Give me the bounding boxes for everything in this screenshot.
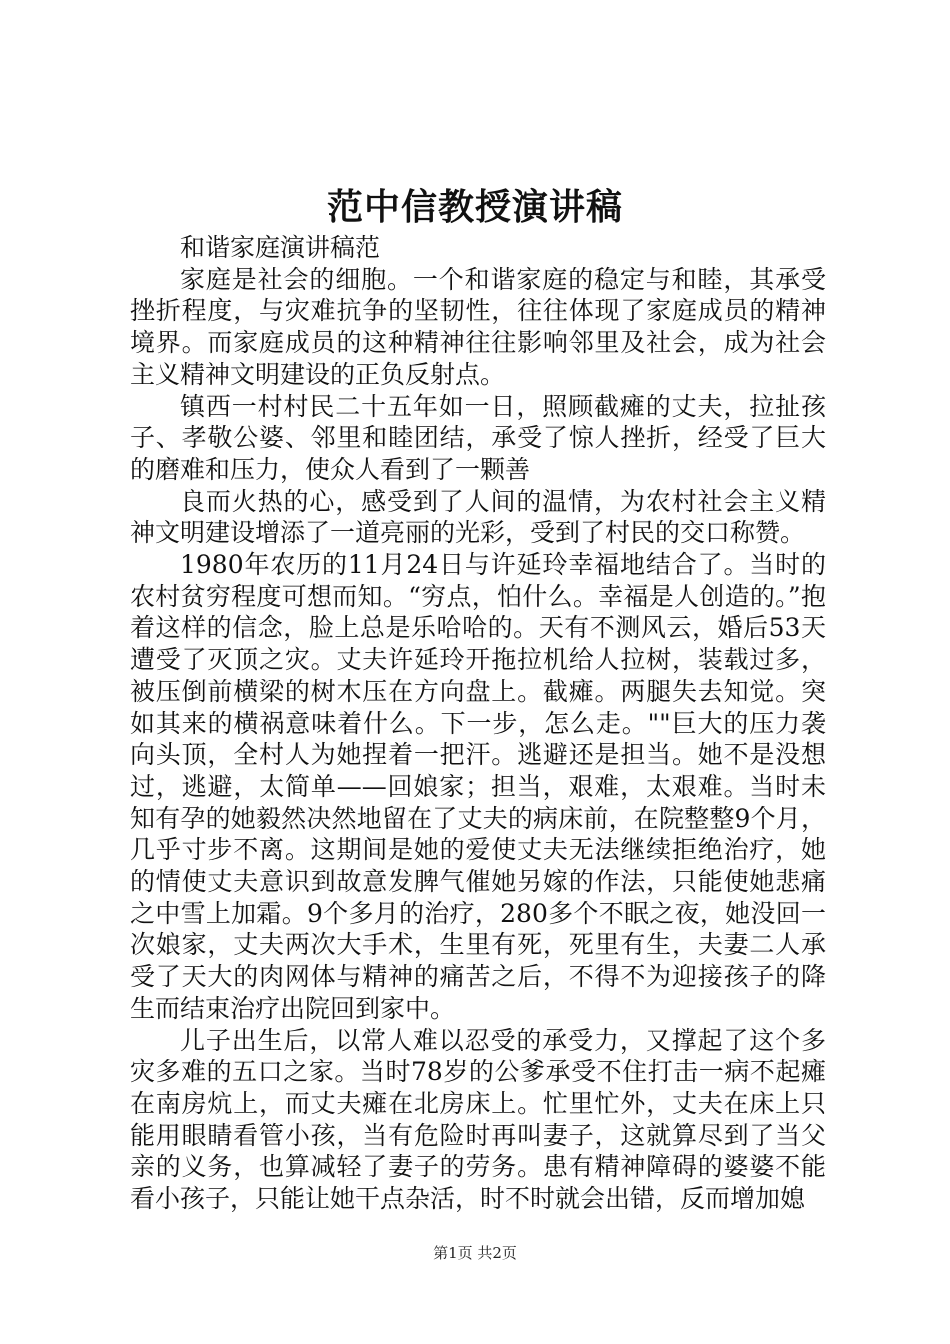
page-title: 范中信教授演讲稿 bbox=[326, 186, 623, 228]
page-number-footer: 第1页 共2页 bbox=[433, 1244, 517, 1262]
paragraph: 良而火热的心，感受到了人间的温情，为农村社会主义精神文明建设增添了一道亮丽的光彩，受到了村民的交口称赞。 bbox=[130, 486, 826, 548]
paragraph: 家庭是社会的细胞。一个和谐家庭的稳定与和睦，其承受挫折程度，与灾难抗争的坚韧性，往往体现了家庭成员的精神境界。而家庭成员的这种精神往往影响邻里及社会，成为社会主义精神文明建设的正负反射点。 bbox=[130, 264, 826, 389]
paragraph: 儿子出生后，以常人难以忍受的承受力，又撑起了这个多灾多难的五口之家。当时78岁的公爹承受不住打击一病不起瘫在南房炕上，而丈夫瘫在北房床上。忙里忙外，丈夫在床上只能用眼睛看管小孩，当有危险时再叫妻子，这就算尽到了当父亲的义务，也算减轻了妻子的劳务。患有精神障碍的婆婆不能看小孩子，只能让她干点杂活，时不时就会出错，反而增加媳 bbox=[130, 1025, 826, 1214]
paragraph: 1980年农历的11月24日与许延玲幸福地结合了。当时的农村贫穷程度可想而知。“穷点，怕什么。幸福是人创造的。”抱着这样的信念，脸上总是乐哈哈的。天有不测风云，婚后53天遭受了灭顶之灾。丈夫许延玲开拖拉机给人拉树，装载过多，被压倒前横梁的树木压在方向盘上。截瘫。两腿失去知觉。突如其来的横祸意味着什么。下一步，怎么走。""巨大的压力袭向头顶，全村人为她捏着一把汗。逃避还是担当。她不是没想过，逃避，太简单——回娘家；担当，艰难，太艰难。当时未知有孕的她毅然决然地留在了丈夫的病床前，在院整整9个月，几乎寸步不离。这期间是她的爱使丈夫无法继续拒绝治疗，她的情使丈夫意识到故意发脾气催她另嫁的作法，只能使她悲痛之中雪上加霜。9个多月的治疗，280多个不眠之夜，她没回一次娘家，丈夫两次大手术，生里有死，死里有生，夫妻二人承受了天大的肉网体与精神的痛苦之后，不得不为迎接孩子的降生而结束治疗出院回到家中。 bbox=[130, 550, 826, 1023]
paragraph: 镇西一村村民二十五年如一日，照顾截瘫的丈夫，拉扯孩子、孝敬公婆、邻里和睦团结，承受了惊人挫折，经受了巨大的磨难和压力，使众人看到了一颗善 bbox=[130, 391, 826, 484]
document-body bbox=[130, 232, 826, 1215]
paragraph-subtitle: 和谐家庭演讲稿范 bbox=[180, 233, 381, 262]
